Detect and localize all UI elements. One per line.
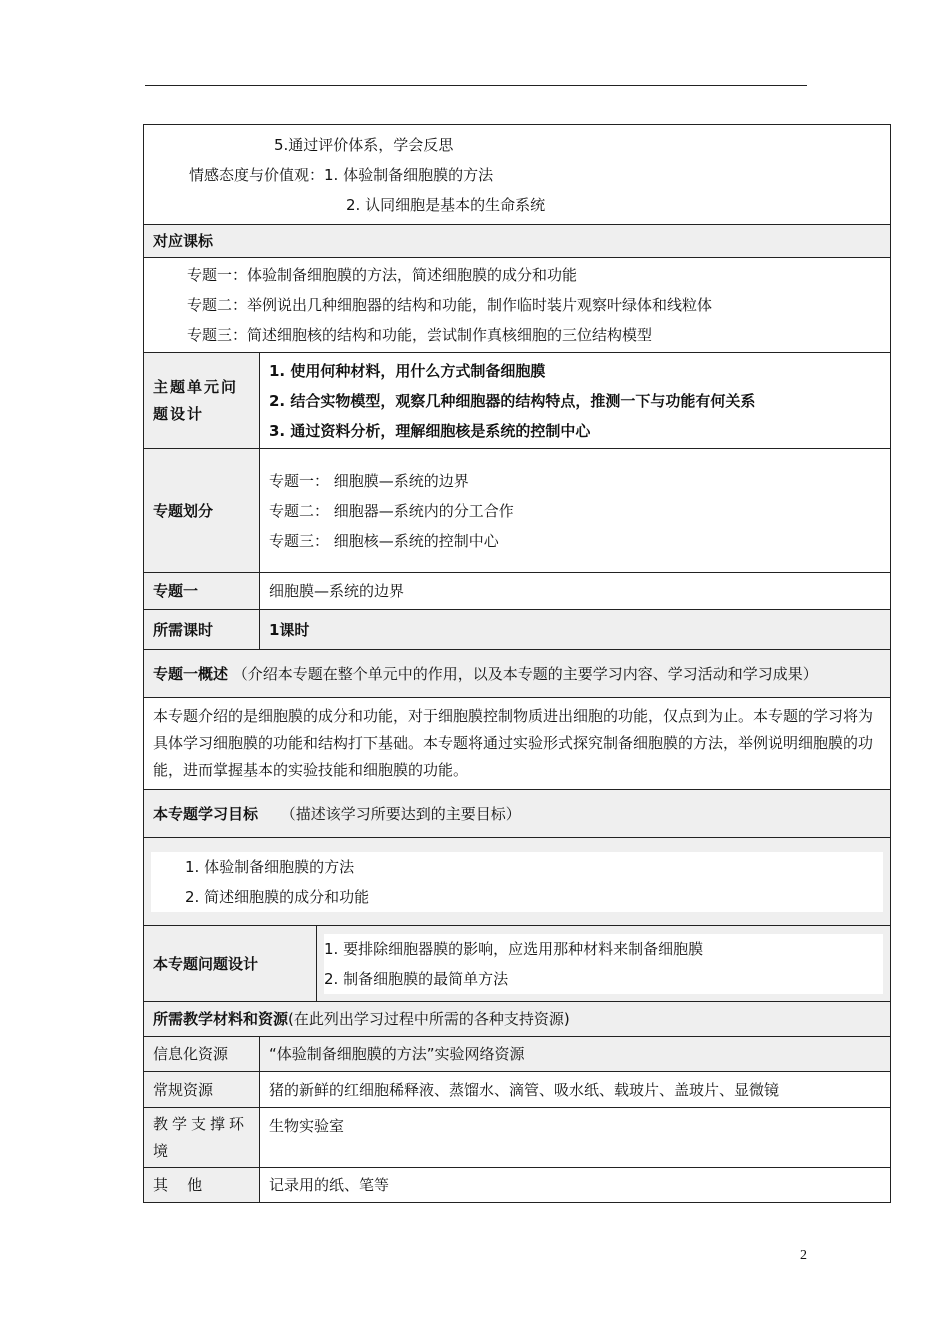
intro-line: 2. 认同细胞是基本的生命系统	[346, 195, 546, 214]
overview-header	[144, 650, 891, 698]
hours-value: 1课时	[260, 610, 891, 650]
hours-label: 所需课时	[144, 610, 260, 650]
goals-title: 本专题学习目标	[153, 804, 259, 823]
resources-header	[144, 1002, 891, 1037]
lesson-plan-table	[143, 124, 891, 1203]
goals-note: （描述该学习所要达到的主要目标）	[280, 804, 521, 823]
goal-item: 1. 体验制备细胞膜的方法	[185, 857, 355, 876]
goals-cell	[144, 838, 891, 926]
topic1-label: 专题一	[144, 573, 260, 610]
header-rule	[145, 85, 807, 86]
intro-line: 5.通过评价体系，学会反思	[274, 135, 454, 154]
goals-header	[144, 790, 891, 838]
topic1-value: 细胞膜—系统的边界	[260, 573, 891, 610]
resource-label: 其 他	[144, 1168, 260, 1203]
topics-cell	[260, 449, 891, 573]
resource-label: 教学支撑环境	[144, 1108, 260, 1168]
unit-question-item: 3. 通过资料分析，理解细胞核是系统的控制中心	[269, 421, 591, 440]
unit-questions-label: 主题单元问题设计	[144, 353, 260, 449]
resources-title: 所需教学材料和资源	[153, 1010, 289, 1028]
resource-value: 猪的新鲜的红细胞稀释液、蒸馏水、滴管、吸水纸、载玻片、盖玻片、显微镜	[260, 1072, 891, 1108]
unit-questions-cell	[260, 353, 891, 449]
standards-cell	[144, 258, 891, 353]
questions-label: 本专题问题设计	[144, 926, 317, 1002]
topic-item: 专题一： 细胞膜—系统的边界	[269, 471, 469, 490]
intro-line: 情感态度与价值观：1. 体验制备细胞膜的方法	[189, 165, 494, 184]
standard-item: 专题二：举例说出几种细胞器的结构和功能，制作临时装片观察叶绿体和线粒体	[187, 296, 713, 314]
overview-body: 本专题介绍的是细胞膜的成分和功能，对于细胞膜控制物质进出细胞的功能，仅点到为止。本专题的学习将为具体学习细胞膜的功能和结构打下基础。本专题将通过实验形式探究制备细胞膜的方法，举例说明细胞膜的功能，进而掌握基本的实验技能和细胞膜的功能。	[144, 698, 891, 790]
topic-item: 专题三： 细胞核—系统的控制中心	[269, 531, 499, 550]
goal-item: 2. 简述细胞膜的成分和功能	[185, 887, 370, 906]
unit-question-item: 2. 结合实物模型，观察几种细胞器的结构特点，推测一下与功能有何关系	[269, 391, 756, 410]
resource-value: 记录用的纸、笔等	[260, 1168, 891, 1203]
intro-cell	[144, 125, 891, 225]
unit-question-item: 1. 使用何种材料，用什么方式制备细胞膜	[269, 361, 546, 380]
overview-note: （介绍本专题在整个单元中的作用，以及本专题的主要学习内容、学习活动和学习成果）	[232, 664, 818, 683]
resource-label: 常规资源	[144, 1072, 260, 1108]
topic-item: 专题二： 细胞器—系统内的分工合作	[269, 501, 514, 520]
question-item: 1. 要排除细胞器膜的影响，应选用那种材料来制备细胞膜	[324, 939, 704, 958]
standard-item: 专题三：简述细胞核的结构和功能，尝试制作真核细胞的三位结构模型	[187, 326, 653, 344]
overview-title: 专题一概述	[153, 664, 229, 683]
questions-cell	[317, 926, 891, 1002]
page-number: 2	[800, 1248, 807, 1263]
resource-value: “体验制备细胞膜的方法”实验网络资源	[260, 1037, 891, 1072]
resources-note: (在此列出学习过程中所需的各种支持资源)	[288, 1010, 570, 1028]
resource-label: 信息化资源	[144, 1037, 260, 1072]
question-item: 2. 制备细胞膜的最简单方法	[324, 969, 509, 988]
standards-title: 对应课标	[144, 225, 891, 258]
standard-item: 专题一：体验制备细胞膜的方法，简述细胞膜的成分和功能	[187, 266, 578, 284]
resource-value: 生物实验室	[260, 1108, 891, 1168]
topics-label: 专题划分	[144, 449, 260, 573]
